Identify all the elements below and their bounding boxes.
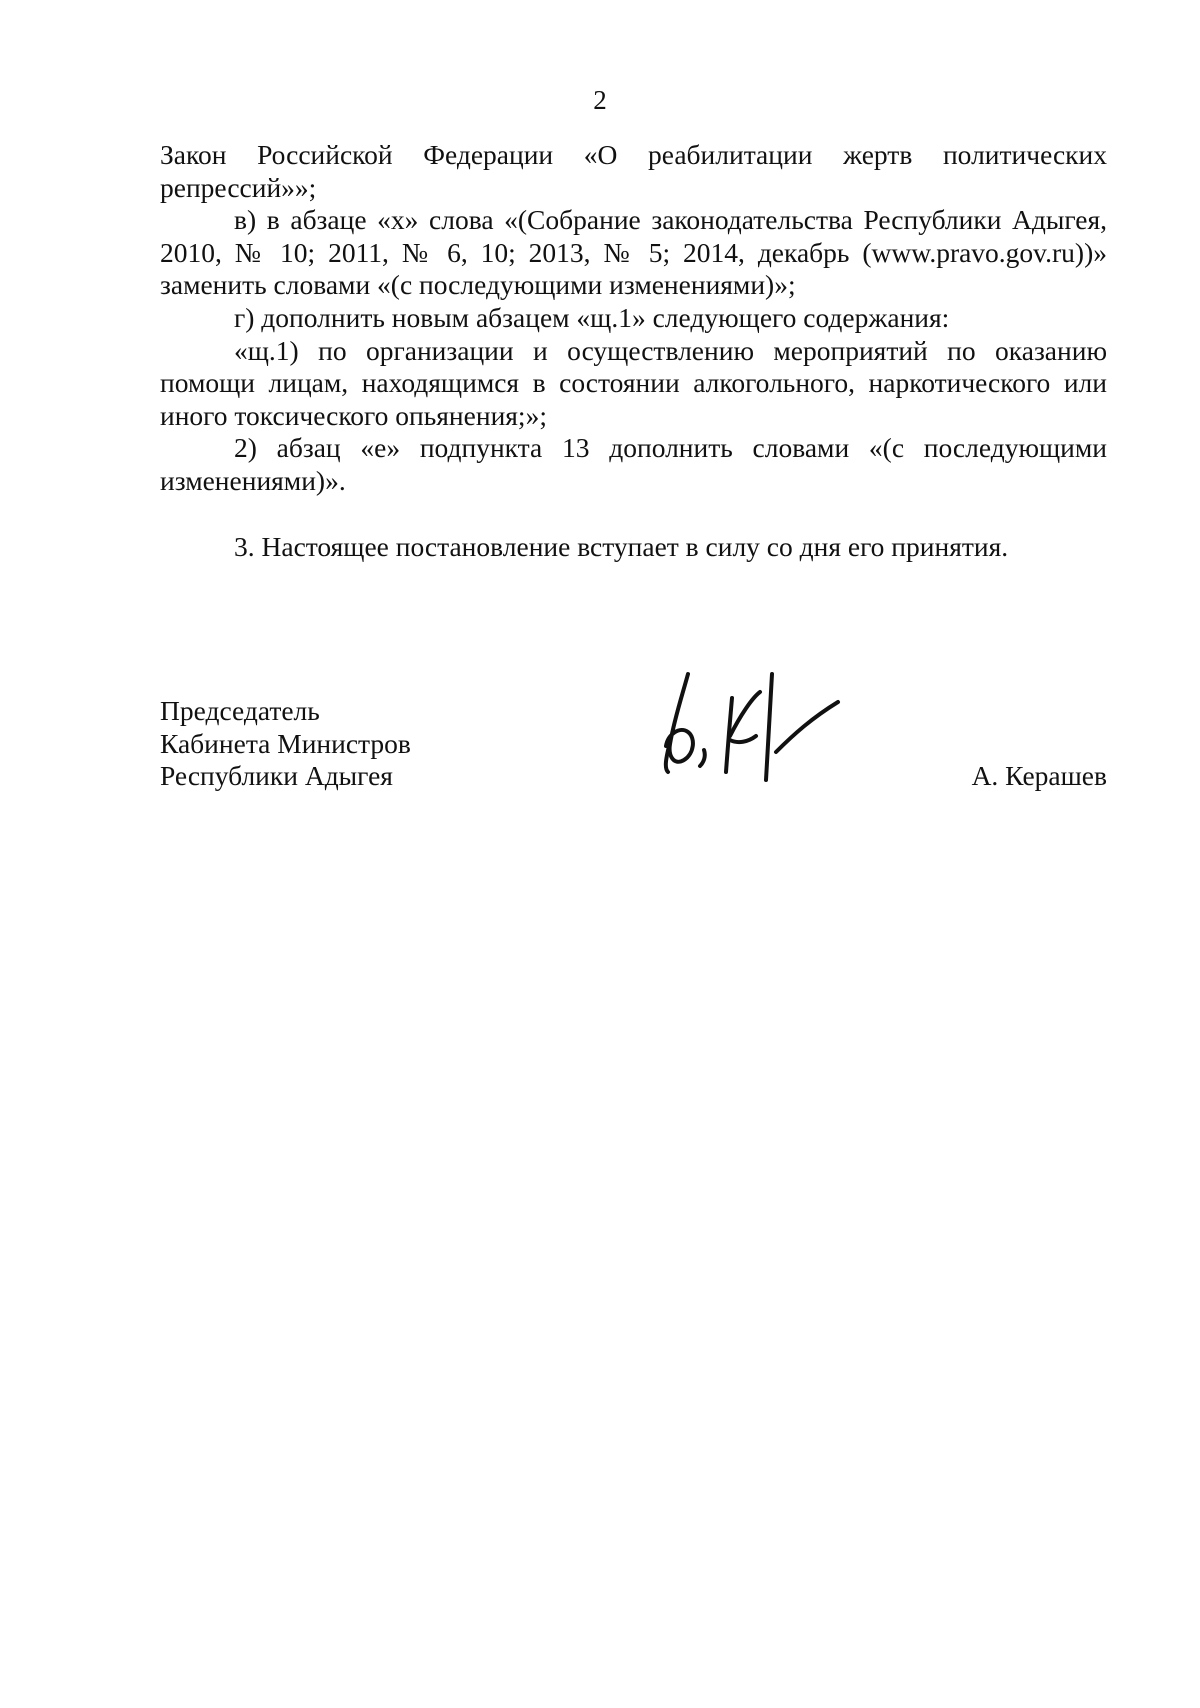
signatory-title-line: Республики Адыгея <box>160 760 393 792</box>
handwritten-signature <box>660 668 850 788</box>
paragraph-item-g: г) дополнить новым абзацем «щ.1» следующего содержания: <box>234 301 950 333</box>
page-number: 2 <box>593 85 607 115</box>
paragraph-item-v: в) в абзаце «х» слова «(Собрание законодательства Республики Адыгея, 2010, № 10; 2011, № 6, 10; 2013, № 5; 2014, декабрь (www.pravo.gov.ru))» заменить словами «(с последующими изменениями)»; <box>160 204 1107 301</box>
signatory-title-line: Председатель <box>160 695 320 726</box>
effective-clause: 3. Настоящее постановление вступает в силу со дня его принятия. <box>234 531 1009 562</box>
document-body <box>160 139 1107 498</box>
signer-name: А. Керашев <box>971 760 1107 791</box>
paragraph-item-2: 2) абзац «е» подпункта 13 дополнить словами «(с последующими изменениями)». <box>160 432 1107 496</box>
signatory-title <box>160 695 411 793</box>
signatory-title-line: Кабинета Министров <box>160 727 411 759</box>
paragraph-new-clause-shch1: «щ.1) по организации и осуществлению мероприятий по оказанию помощи лицам, находящимся в состоянии алкогольного, наркотического или иного токсического опьянения;»; <box>160 334 1107 431</box>
paragraph-law-continuation: Закон Российской Федерации «О реабилитации жертв политических репрессий»»; <box>160 139 1107 203</box>
